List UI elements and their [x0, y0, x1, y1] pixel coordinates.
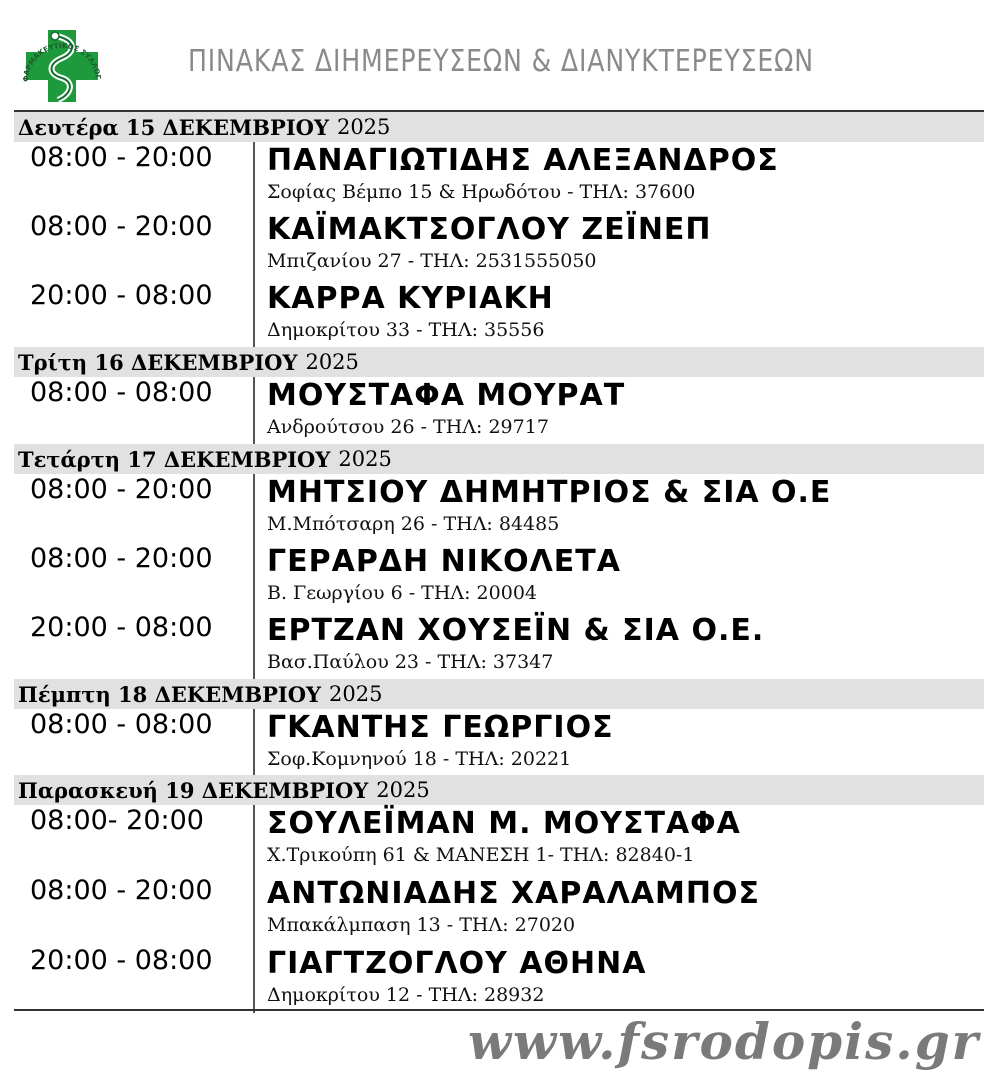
day-date: Τρίτη 16 ΔΕΚΕΜΒΡΙΟΥ — [18, 349, 298, 375]
pharmacy-name: ΜΟΥΣΤΑΦΑ ΜΟΥΡΑΤ — [267, 378, 626, 413]
day-header — [14, 112, 984, 142]
pharmacy-name: ΓΕΡΑΡΔΗ ΝΙΚΟΛΕΤΑ — [267, 544, 621, 579]
pharmacy-name: ΕΡΤΖΑΝ ΧΟΥΣΕΪΝ & ΣΙΑ Ο.Ε. — [267, 613, 765, 648]
table-bottom-rule — [14, 1009, 984, 1011]
pharmacy-entry — [14, 211, 984, 280]
entry-time: 08:00 - 20:00 — [14, 474, 255, 543]
pharmacy-entry — [14, 945, 984, 1013]
pharmacy-entry — [14, 612, 984, 679]
day-header — [14, 775, 984, 805]
pharmacy-address: Δημοκρίτου 33 - ΤΗΛ: 35556 — [267, 319, 545, 341]
page-title: ΠΙΝΑΚΑΣ ΔΙΗΜΕΡΕΥΣΕΩΝ & ΔΙΑΝΥΚΤΕΡΕΥΣΕΩΝ — [188, 44, 814, 79]
entry-time: 08:00 - 20:00 — [14, 211, 255, 280]
pharmacy-name: ΣΟΥΛΕΪΜΑΝ Μ. ΜΟΥΣΤΑΦΑ — [267, 806, 741, 841]
pharmacy-name: ΚΑΪΜΑΚΤΣΟΓΛΟΥ ΖΕΪΝΕΠ — [267, 212, 712, 247]
entry-time: 08:00- 20:00 — [14, 805, 255, 875]
pharmacy-name: ΠΑΝΑΓΙΩΤΙΔΗΣ ΑΛΕΞΑΝΔΡΟΣ — [267, 143, 779, 178]
pharmacy-entry — [14, 875, 984, 945]
pharmacy-entry — [14, 280, 984, 347]
pharmacy-address: Μ.Μπότσαρη 26 - ΤΗΛ: 84485 — [267, 513, 560, 535]
pharmacy-address: Σοφ.Κομνηνού 18 - ΤΗΛ: 20221 — [267, 748, 572, 770]
pharmacy-address: Βασ.Παύλου 23 - ΤΗΛ: 37347 — [267, 651, 554, 673]
pharmacy-entry — [14, 377, 984, 444]
day-header — [14, 679, 984, 709]
pharmacy-entry — [14, 709, 984, 775]
entry-time: 20:00 - 08:00 — [14, 945, 255, 1013]
entry-time: 20:00 - 08:00 — [14, 612, 255, 679]
pharmacy-name: ΓΚΑΝΤΗΣ ΓΕΩΡΓΙΟΣ — [267, 710, 614, 745]
entry-time: 20:00 - 08:00 — [14, 280, 255, 347]
pharmacy-address: Δημοκρίτου 12 - ΤΗΛ: 28932 — [267, 984, 545, 1006]
day-year: 2025 — [336, 115, 391, 139]
pharmacy-entry — [14, 142, 984, 211]
day-header — [14, 444, 984, 474]
day-year: 2025 — [305, 350, 359, 374]
pharmacy-address: Ανδρούτσου 26 - ΤΗΛ: 29717 — [267, 416, 549, 438]
day-date: Δευτέρα 15 ΔΕΚΕΜΒΡΙΟΥ — [18, 114, 329, 140]
schedule-table — [14, 110, 984, 1013]
day-date: Τετάρτη 17 ΔΕΚΕΜΒΡΙΟΥ — [18, 446, 331, 472]
entry-time: 08:00 - 20:00 — [14, 875, 255, 945]
entry-time: 08:00 - 08:00 — [14, 709, 255, 775]
pharmacy-address: Χ.Τρικούπη 61 & ΜΑΝΕΣΗ 1- ΤΗΛ: 82840-1 — [267, 844, 695, 866]
day-year: 2025 — [376, 778, 430, 802]
pharmacy-address: Σοφίας Βέμπο 15 & Ηρωδότου - ΤΗΛ: 37600 — [267, 181, 696, 203]
pharmacy-address: Μπιζανίου 27 - ΤΗΛ: 2531555050 — [267, 250, 597, 272]
pharmacy-name: ΜΗΤΣΙΟΥ ΔΗΜΗΤΡΙΟΣ & ΣΙΑ Ο.Ε — [267, 475, 832, 510]
page-header — [0, 0, 1000, 110]
day-year: 2025 — [338, 447, 392, 471]
pharmacy-entry — [14, 474, 984, 543]
entry-time: 08:00 - 08:00 — [14, 377, 255, 444]
pharmacy-name: ΓΙΑΓΤΖΟΓΛΟΥ ΑΘΗΝΑ — [267, 946, 647, 981]
pharmacy-entry — [14, 543, 984, 612]
day-date: Πέμπτη 18 ΔΕΚΕΜΒΡΙΟΥ — [18, 681, 322, 707]
day-year: 2025 — [329, 682, 383, 706]
entry-time: 08:00 - 20:00 — [14, 142, 255, 211]
day-date: Παρασκευή 19 ΔΕΚΕΜΒΡΙΟΥ — [18, 777, 369, 803]
pharmacy-entry — [14, 805, 984, 875]
day-header — [14, 347, 984, 377]
logo-arc-text: ΦΑΡΜΑΚΕΥΤΙΚΟΣ ΣΥΛΛΟΓ — [20, 40, 103, 83]
website-url: www.fsrodopis.gr — [468, 1012, 980, 1071]
association-logo — [18, 22, 106, 110]
pharmacy-address: Β. Γεωργίου 6 - ΤΗΛ: 20004 — [267, 582, 537, 604]
pharmacy-name: ΑΝΤΩΝΙΑΔΗΣ ΧΑΡΑΛΑΜΠΟΣ — [267, 876, 760, 911]
pharmacy-address: Μπακάλμπαση 13 - ΤΗΛ: 27020 — [267, 914, 576, 936]
pharmacy-name: ΚΑΡΡΑ ΚΥΡΙΑΚΗ — [267, 281, 554, 316]
entry-time: 08:00 - 20:00 — [14, 543, 255, 612]
